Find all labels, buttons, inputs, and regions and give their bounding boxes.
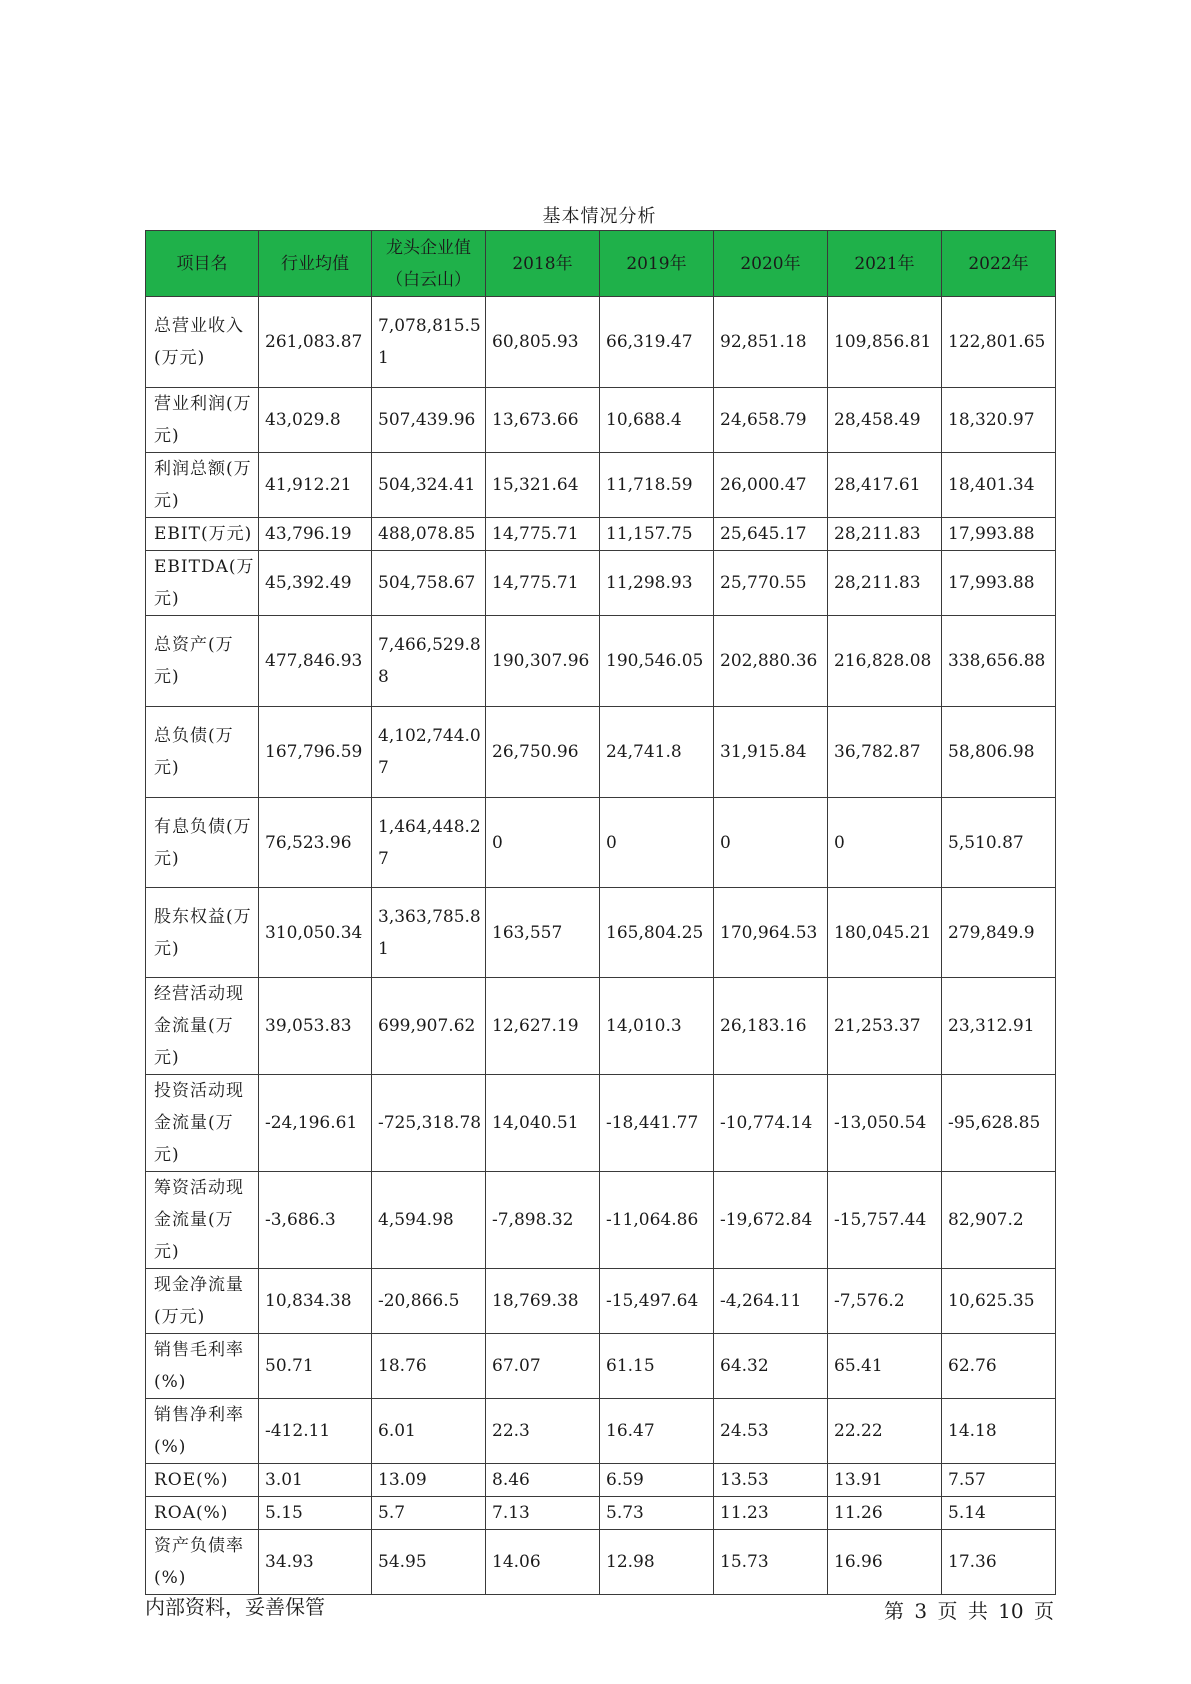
column-header: 行业均值 xyxy=(259,231,372,297)
table-cell: 7.57 xyxy=(942,1464,1056,1497)
table-cell: 31,915.84 xyxy=(714,707,828,798)
table-cell: -725,318.78 xyxy=(372,1075,486,1172)
table-cell: 7,078,815.51 xyxy=(372,297,486,388)
table-cell: 66,319.47 xyxy=(600,297,714,388)
table-cell: 4,102,744.07 xyxy=(372,707,486,798)
table-cell: 25,770.55 xyxy=(714,551,828,616)
row-label: 总营业收入(万元) xyxy=(146,297,259,388)
table-cell: 190,546.05 xyxy=(600,616,714,707)
table-cell: 310,050.34 xyxy=(259,888,372,978)
table-row xyxy=(146,888,1056,978)
table-cell: 699,907.62 xyxy=(372,978,486,1075)
table-cell: 0 xyxy=(486,798,600,888)
table-cell: 16.47 xyxy=(600,1399,714,1464)
table-cell: 0 xyxy=(714,798,828,888)
table-cell: 180,045.21 xyxy=(828,888,942,978)
table-cell: 18,401.34 xyxy=(942,453,1056,518)
table-cell: 13.09 xyxy=(372,1464,486,1497)
row-label: 资产负债率(%) xyxy=(146,1530,259,1595)
table-row xyxy=(146,388,1056,453)
table-cell: 122,801.65 xyxy=(942,297,1056,388)
table-cell: 14.18 xyxy=(942,1399,1056,1464)
table-cell: -95,628.85 xyxy=(942,1075,1056,1172)
table-cell: 26,183.16 xyxy=(714,978,828,1075)
table-cell: 54.95 xyxy=(372,1530,486,1595)
table-row xyxy=(146,1269,1056,1334)
table-cell: 60,805.93 xyxy=(486,297,600,388)
table-cell: 26,000.47 xyxy=(714,453,828,518)
table-cell: 13.91 xyxy=(828,1464,942,1497)
table-cell: 4,594.98 xyxy=(372,1172,486,1269)
table-cell: 202,880.36 xyxy=(714,616,828,707)
table-cell: 1,464,448.27 xyxy=(372,798,486,888)
table-cell: 11.23 xyxy=(714,1497,828,1530)
table-cell: 58,806.98 xyxy=(942,707,1056,798)
table-row xyxy=(146,798,1056,888)
table-cell: 18,769.38 xyxy=(486,1269,600,1334)
table-row xyxy=(146,978,1056,1075)
table-cell: 12,627.19 xyxy=(486,978,600,1075)
table-cell: 8.46 xyxy=(486,1464,600,1497)
footer-page-number: 第 3 页 共 10 页 xyxy=(884,1599,1054,1623)
table-cell: 7,466,529.88 xyxy=(372,616,486,707)
table-cell: 50.71 xyxy=(259,1334,372,1399)
table-cell: 165,804.25 xyxy=(600,888,714,978)
table-cell: 0 xyxy=(828,798,942,888)
table-cell: 18.76 xyxy=(372,1334,486,1399)
table-cell: 14,775.71 xyxy=(486,518,600,551)
table-cell: 28,211.83 xyxy=(828,518,942,551)
table-cell: 76,523.96 xyxy=(259,798,372,888)
table-cell: 24,658.79 xyxy=(714,388,828,453)
row-label: 总负债(万元) xyxy=(146,707,259,798)
table-cell: 14,010.3 xyxy=(600,978,714,1075)
table-cell: 10,625.35 xyxy=(942,1269,1056,1334)
table-cell: 216,828.08 xyxy=(828,616,942,707)
table-cell: 338,656.88 xyxy=(942,616,1056,707)
table-cell: 14,775.71 xyxy=(486,551,600,616)
table-cell: 279,849.9 xyxy=(942,888,1056,978)
table-cell: 22.22 xyxy=(828,1399,942,1464)
table-cell: 488,078.85 xyxy=(372,518,486,551)
table-row xyxy=(146,1399,1056,1464)
table-cell: 11,157.75 xyxy=(600,518,714,551)
table-cell: 14.06 xyxy=(486,1530,600,1595)
table-cell: 10,688.4 xyxy=(600,388,714,453)
table-cell: 3,363,785.81 xyxy=(372,888,486,978)
table-cell: 167,796.59 xyxy=(259,707,372,798)
financial-summary-table xyxy=(145,230,1056,1595)
row-label: 经营活动现金流量(万元) xyxy=(146,978,259,1075)
table-row xyxy=(146,1497,1056,1530)
table-cell: 43,029.8 xyxy=(259,388,372,453)
row-label: 销售净利率(%) xyxy=(146,1399,259,1464)
table-row xyxy=(146,297,1056,388)
table-row xyxy=(146,1075,1056,1172)
row-label: 营业利润(万元) xyxy=(146,388,259,453)
table-cell: 5.7 xyxy=(372,1497,486,1530)
table-row xyxy=(146,453,1056,518)
table-cell: -412.11 xyxy=(259,1399,372,1464)
table-cell: 64.32 xyxy=(714,1334,828,1399)
table-cell: 3.01 xyxy=(259,1464,372,1497)
table-cell: 507,439.96 xyxy=(372,388,486,453)
row-label: 现金净流量(万元) xyxy=(146,1269,259,1334)
table-cell: -7,898.32 xyxy=(486,1172,600,1269)
table-cell: 190,307.96 xyxy=(486,616,600,707)
table-cell: 24,741.8 xyxy=(600,707,714,798)
table-cell: 16.96 xyxy=(828,1530,942,1595)
table-body xyxy=(146,297,1056,1595)
table-cell: -7,576.2 xyxy=(828,1269,942,1334)
column-header: 2019年 xyxy=(600,231,714,297)
table-cell: -11,064.86 xyxy=(600,1172,714,1269)
table-cell: 25,645.17 xyxy=(714,518,828,551)
table-cell: 62.76 xyxy=(942,1334,1056,1399)
table-cell: 18,320.97 xyxy=(942,388,1056,453)
table-row xyxy=(146,616,1056,707)
table-cell: 477,846.93 xyxy=(259,616,372,707)
table-cell: -4,264.11 xyxy=(714,1269,828,1334)
table-cell: -10,774.14 xyxy=(714,1075,828,1172)
page-title: 基本情况分析 xyxy=(542,206,657,227)
column-header: 2022年 xyxy=(942,231,1056,297)
table-cell: -18,441.77 xyxy=(600,1075,714,1172)
table-cell: 14,040.51 xyxy=(486,1075,600,1172)
table-cell: 67.07 xyxy=(486,1334,600,1399)
table-cell: 28,417.61 xyxy=(828,453,942,518)
table-cell: 15.73 xyxy=(714,1530,828,1595)
row-label: EBITDA(万元) xyxy=(146,551,259,616)
table-cell: 22.3 xyxy=(486,1399,600,1464)
row-label: 投资活动现金流量(万元) xyxy=(146,1075,259,1172)
table-row xyxy=(146,518,1056,551)
table-cell: -3,686.3 xyxy=(259,1172,372,1269)
column-header: 2021年 xyxy=(828,231,942,297)
table-cell: 24.53 xyxy=(714,1399,828,1464)
table-cell: 504,324.41 xyxy=(372,453,486,518)
table-cell: 11.26 xyxy=(828,1497,942,1530)
table-cell: 15,321.64 xyxy=(486,453,600,518)
table-cell: 13.53 xyxy=(714,1464,828,1497)
column-header: 龙头企业值（白云山） xyxy=(372,231,486,297)
table-cell: 36,782.87 xyxy=(828,707,942,798)
row-label: 筹资活动现金流量(万元) xyxy=(146,1172,259,1269)
table-cell: 23,312.91 xyxy=(942,978,1056,1075)
column-header: 项目名 xyxy=(146,231,259,297)
table-cell: 6.01 xyxy=(372,1399,486,1464)
table-cell: 28,458.49 xyxy=(828,388,942,453)
table-cell: 61.15 xyxy=(600,1334,714,1399)
row-label: 总资产(万元) xyxy=(146,616,259,707)
table-cell: 163,557 xyxy=(486,888,600,978)
column-header: 2018年 xyxy=(486,231,600,297)
table-row xyxy=(146,1464,1056,1497)
table-cell: -13,050.54 xyxy=(828,1075,942,1172)
table-cell: 7.13 xyxy=(486,1497,600,1530)
table-cell: -20,866.5 xyxy=(372,1269,486,1334)
table-cell: 261,083.87 xyxy=(259,297,372,388)
table-cell: 170,964.53 xyxy=(714,888,828,978)
row-label: EBIT(万元) xyxy=(146,518,259,551)
table-row xyxy=(146,1530,1056,1595)
table-cell: 504,758.67 xyxy=(372,551,486,616)
table-cell: 43,796.19 xyxy=(259,518,372,551)
table-cell: 5.15 xyxy=(259,1497,372,1530)
table-cell: -15,757.44 xyxy=(828,1172,942,1269)
table-cell: 11,298.93 xyxy=(600,551,714,616)
table-cell: 11,718.59 xyxy=(600,453,714,518)
table-cell: 45,392.49 xyxy=(259,551,372,616)
row-label: 利润总额(万元) xyxy=(146,453,259,518)
row-label: 销售毛利率(%) xyxy=(146,1334,259,1399)
table-cell: 12.98 xyxy=(600,1530,714,1595)
table-cell: 13,673.66 xyxy=(486,388,600,453)
row-label: ROA(%) xyxy=(146,1497,259,1530)
table-cell: 28,211.83 xyxy=(828,551,942,616)
table-cell: 5.73 xyxy=(600,1497,714,1530)
table-row xyxy=(146,707,1056,798)
table-header-row xyxy=(146,231,1056,297)
table-cell: -24,196.61 xyxy=(259,1075,372,1172)
table-cell: -19,672.84 xyxy=(714,1172,828,1269)
row-label: 股东权益(万元) xyxy=(146,888,259,978)
table-cell: 17,993.88 xyxy=(942,518,1056,551)
table-cell: 5.14 xyxy=(942,1497,1056,1530)
table-cell: 109,856.81 xyxy=(828,297,942,388)
table-cell: 17.36 xyxy=(942,1530,1056,1595)
table-cell: 41,912.21 xyxy=(259,453,372,518)
table-cell: 39,053.83 xyxy=(259,978,372,1075)
table-cell: 82,907.2 xyxy=(942,1172,1056,1269)
table-cell: 21,253.37 xyxy=(828,978,942,1075)
table-cell: 6.59 xyxy=(600,1464,714,1497)
table-cell: 65.41 xyxy=(828,1334,942,1399)
table-row xyxy=(146,1172,1056,1269)
footer-confidential-note: 内部资料，妥善保管 xyxy=(145,1595,325,1619)
table-row xyxy=(146,551,1056,616)
column-header: 2020年 xyxy=(714,231,828,297)
table-cell: 10,834.38 xyxy=(259,1269,372,1334)
table-cell: 34.93 xyxy=(259,1530,372,1595)
table-cell: -15,497.64 xyxy=(600,1269,714,1334)
table-cell: 17,993.88 xyxy=(942,551,1056,616)
row-label: ROE(%) xyxy=(146,1464,259,1497)
table-cell: 92,851.18 xyxy=(714,297,828,388)
table-cell: 0 xyxy=(600,798,714,888)
table-row xyxy=(146,1334,1056,1399)
table-cell: 26,750.96 xyxy=(486,707,600,798)
table-cell: 5,510.87 xyxy=(942,798,1056,888)
row-label: 有息负债(万元) xyxy=(146,798,259,888)
